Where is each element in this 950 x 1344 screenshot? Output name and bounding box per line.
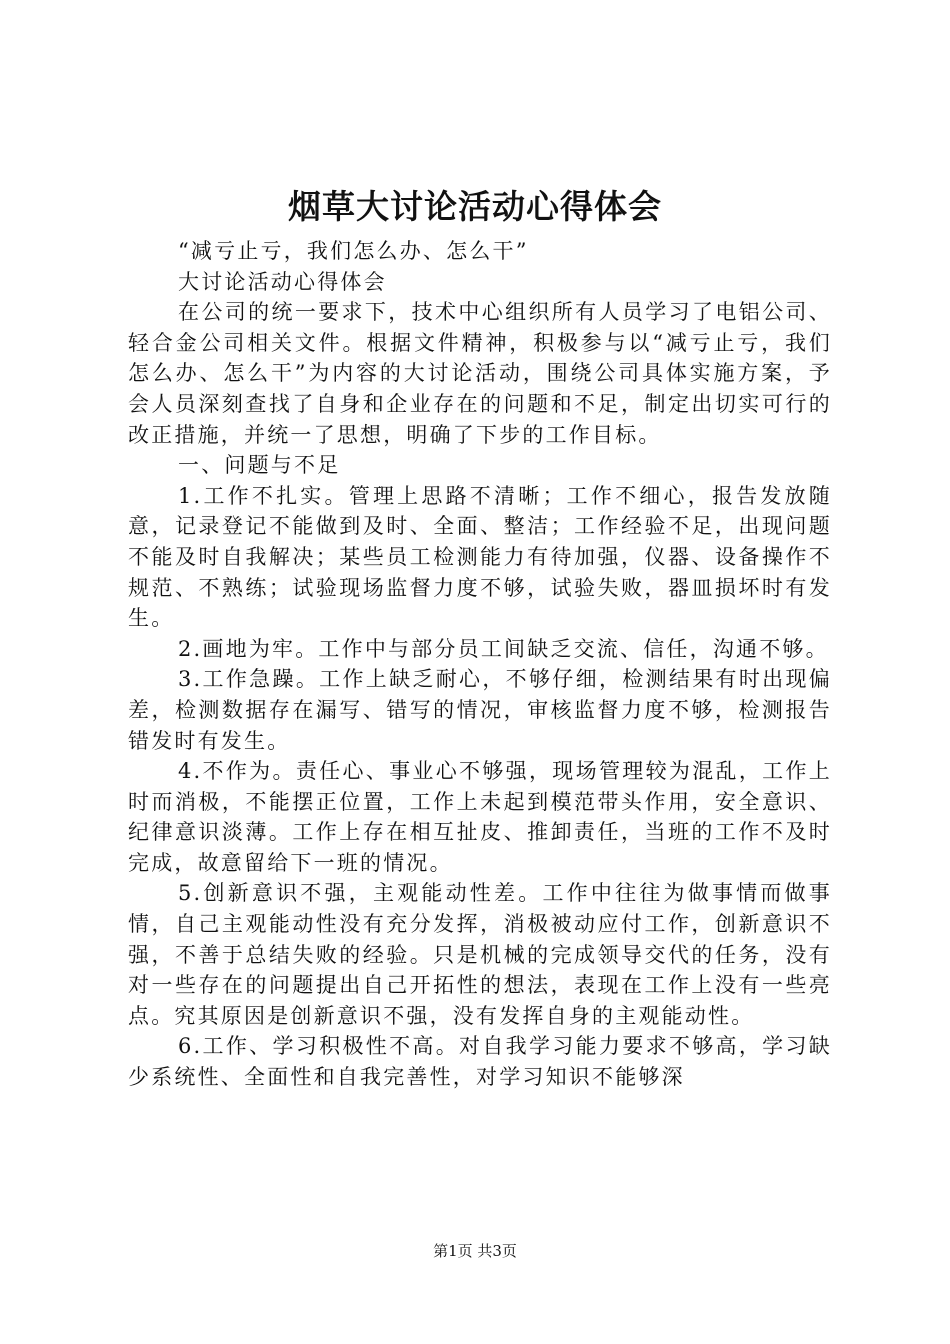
paragraph-item-6: 6.工作、学习积极性不高。对自我学习能力要求不够高，学习缺少系统性、全面性和自我完善性，对学习知识不能够深 [128, 1034, 832, 1090]
paragraph-slogan: “减亏止亏，我们怎么办、怎么干” [178, 239, 529, 263]
paragraph-item-1: 1.工作不扎实。管理上思路不清晰；工作不细心，报告发放随意，记录登记不能做到及时、全面、整洁；工作经验不足，出现问题不能及时自我解决；某些员工检测能力有待加强，仪器、设备操作不规范、不熟练；试验现场监督力度不够，试验失败，器皿损坏时有发生。 [128, 483, 832, 631]
section-heading: 一、问题与不足 [178, 453, 341, 478]
paragraph-subtitle: 大讨论活动心得体会 [178, 269, 387, 294]
paragraph-item-2: 2.画地为牢。工作中与部分员工间缺乏交流、信任，沟通不够。 [178, 636, 829, 661]
document-body [128, 236, 832, 1093]
page-footer: 第1页 共3页 [433, 1242, 517, 1260]
paragraph-item-4: 4.不作为。责任心、事业心不够强，现场管理较为混乱，工作上时而消极，不能摆正位置，工作上未起到模范带头作用，安全意识、纪律意识淡薄。工作上存在相互扯皮、推卸责任，当班的工作不及时完成，故意留给下一班的情况。 [128, 759, 832, 875]
document-title: 烟草大讨论活动心得体会 [288, 187, 662, 226]
paragraph-item-3: 3.工作急躁。工作上缺乏耐心，不够仔细，检测结果有时出现偏差，检测数据存在漏写、错写的情况，审核监督力度不够，检测报告错发时有发生。 [128, 667, 832, 753]
paragraph-intro: 在公司的统一要求下，技术中心组织所有人员学习了电铝公司、轻合金公司相关文件。根据文件精神，积极参与以“减亏止亏，我们怎么办、怎么干”为内容的大讨论活动，围绕公司具体实施方案，予会人员深刻查找了自身和企业存在的问题和不足，制定出切实可行的改正措施，并统一了思想，明确了下步的工作目标。 [128, 300, 832, 447]
paragraph-item-5: 5.创新意识不强，主观能动性差。工作中往往为做事情而做事情，自己主观能动性没有充分发挥，消极被动应付工作，创新意识不强，不善于总结失败的经验。只是机械的完成领导交代的任务，没有对一些存在的问题提出自己开拓性的想法，表现在工作上没有一些亮点。究其原因是创新意识不强，没有发挥自身的主观能动性。 [128, 881, 832, 1028]
